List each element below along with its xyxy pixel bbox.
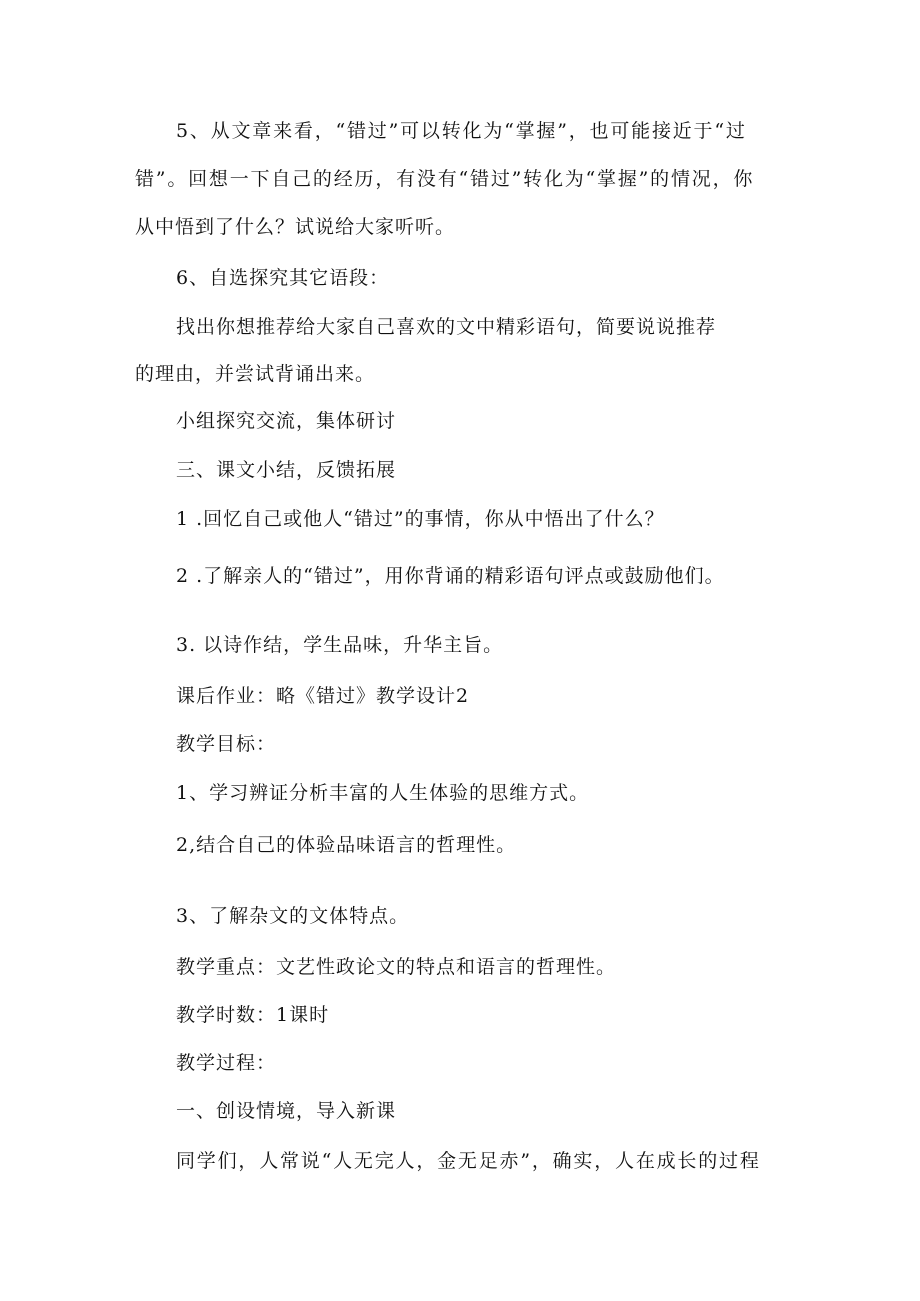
homework-line: 课后作业：略《错过》教学设计2	[176, 685, 470, 707]
group-discussion-line: 小组探究交流，集体研讨	[176, 410, 397, 432]
list-item-2: 2 .了解亲人的“错过”，用你背诵的精彩语句评点或鼓励他们。	[176, 565, 725, 587]
section-heading-1: 一、创设情境，导入新课	[176, 1100, 397, 1122]
objective-item-3: 3、了解杂文的文体特点。	[176, 905, 410, 927]
paragraph-line-6: 的理由，并尝试背诵出来。	[135, 363, 376, 385]
teaching-objectives-heading: 教学目标：	[176, 733, 277, 755]
list-item-3: 3. 以诗作结，学生品味，升华主旨。	[176, 634, 504, 656]
teaching-focus-line: 教学重点：文艺性政论文的特点和语言的哲理性。	[176, 956, 617, 978]
paragraph-line-3: 从中悟到了什么？试说给大家听听。	[135, 216, 456, 238]
paragraph-line-5: 找出你想推荐给大家自己喜欢的文中精彩语句，简要说说推荐	[176, 316, 717, 338]
section-heading-3: 三、课文小结，反馈拓展	[176, 459, 397, 481]
objective-item-2: 2,结合自己的体验品味语言的哲理性。	[176, 834, 517, 856]
paragraph-line-2: 错”。回想一下自己的经历，有没有“错过”转化为“掌握”的情况，你	[135, 168, 755, 190]
intro-paragraph-line: 同学们，人常说“人无完人，金无足赤”，确实，人在成长的过程	[176, 1150, 761, 1172]
section-item-6: 6、自选探究其它语段：	[176, 267, 390, 289]
teaching-hours-line: 教学时数：1课时	[176, 1004, 330, 1026]
teaching-process-heading: 教学过程：	[176, 1052, 277, 1074]
objective-item-1: 1、学习辨证分析丰富的人生体验的思维方式。	[176, 782, 590, 804]
paragraph-line-1: 5、从文章来看，“错过”可以转化为“掌握”，也可能接近于“过	[176, 120, 747, 142]
list-item-1: 1 .回忆自己或他人“错过”的事情，你从中悟出了什么？	[176, 508, 665, 530]
